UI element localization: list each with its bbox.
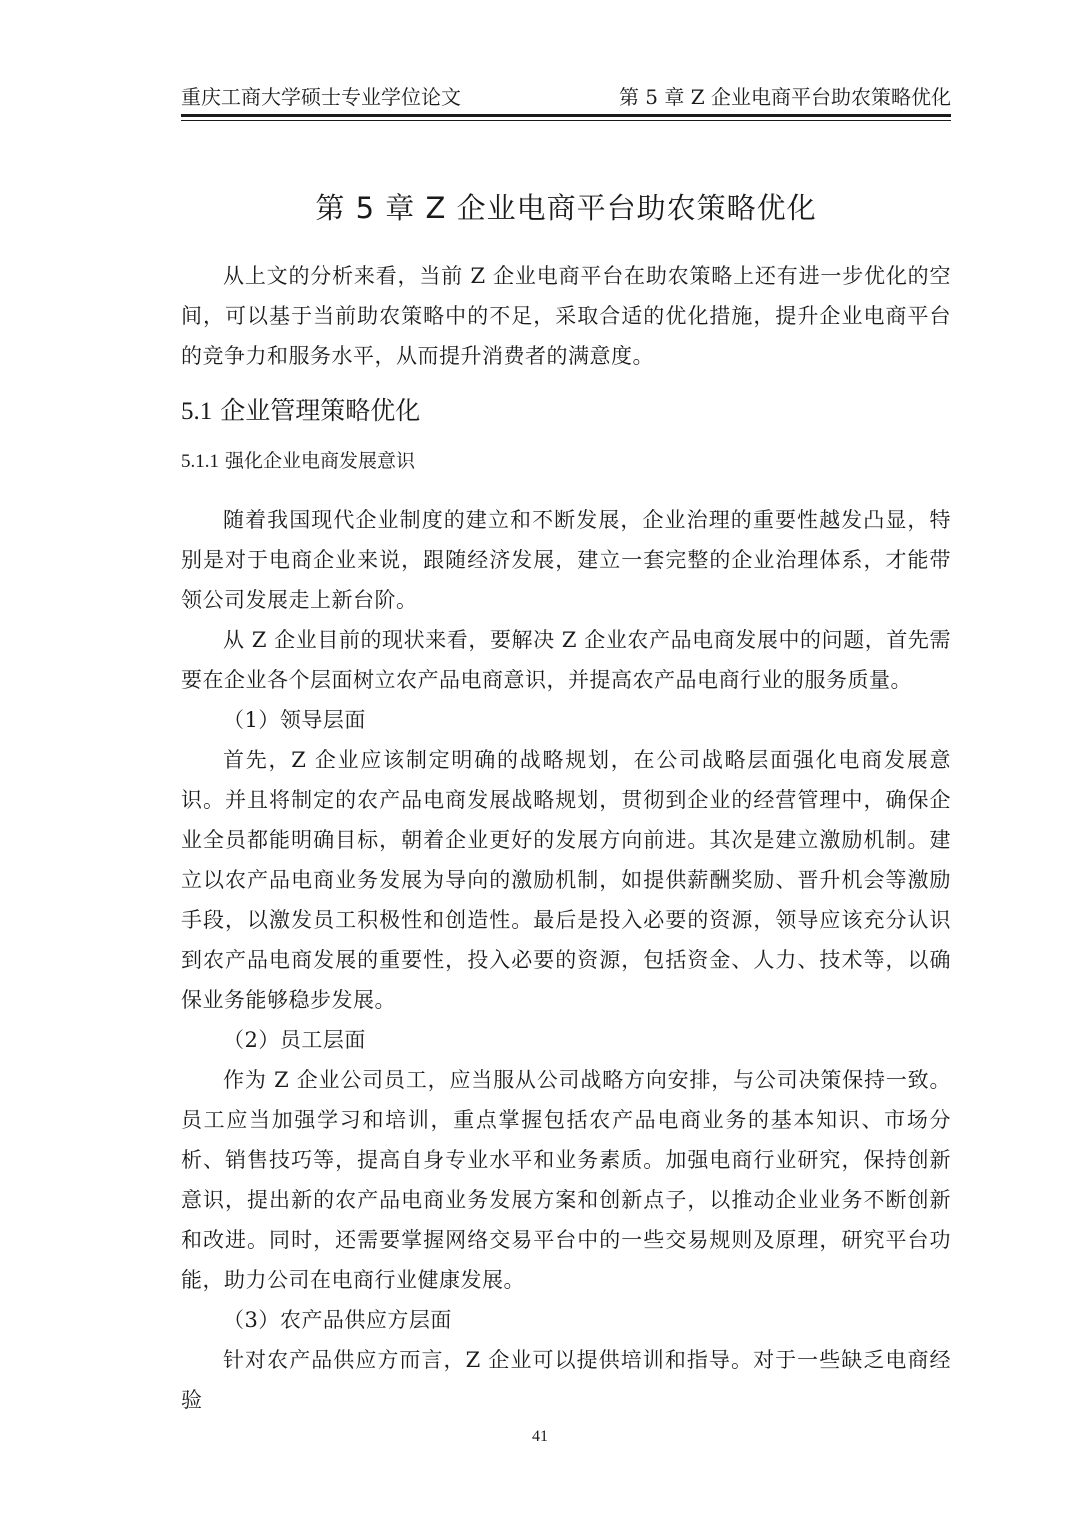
- item-label-employee: （2）员工层面: [223, 1028, 366, 1052]
- item-label-leadership: （1）领导层面: [223, 708, 366, 732]
- header-university-title: 重庆工商大学硕士专业学位论文: [181, 85, 461, 109]
- paragraph: 作为 Z 企业公司员工，应当服从公司战略方向安排，与公司决策保持一致。员工应当加强学习和培训，重点掌握包括农产品电商业务的基本知识、市场分析、销售技巧等，提高自身专业水平和业务素质。加强电商行业研究，保持创新意识，提出新的农产品电商业务发展方案和创新点子，以推动企业业务不断创新和改进。同时，还需要掌握网络交易平台中的一些交易规则及原理，研究平台功能，助力公司在电商行业健康发展。: [181, 1068, 951, 1292]
- header-rule-thick: [181, 114, 951, 117]
- header-rule-thin: [181, 120, 951, 121]
- paragraph: 首先，Z 企业应该制定明确的战略规划，在公司战略层面强化电商发展意识。并且将制定的农产品电商发展战略规划，贯彻到企业的经营管理中，确保企业全员都能明确目标，朝着企业更好的发展方向前进。其次是建立激励机制。建立以农产品电商业务发展为导向的激励机制，如提供薪酬奖励、晋升机会等激励手段，以激发员工积极性和创造性。最后是投入必要的资源，领导应该充分认识到农产品电商发展的重要性，投入必要的资源，包括资金、人力、技术等，以确保业务能够稳步发展。: [181, 748, 951, 1012]
- section-number: 5.1: [181, 398, 213, 425]
- subsection-number: 5.1.1: [181, 451, 219, 472]
- page-number: 41: [532, 1428, 548, 1445]
- item-label-supplier: （3）农产品供应方层面: [223, 1308, 452, 1332]
- running-header: [181, 80, 951, 114]
- chapter-title: 第 5 章 Z 企业电商平台助农策略优化: [315, 191, 817, 225]
- paragraph: 随着我国现代企业制度的建立和不断发展，企业治理的重要性越发凸显，特别是对于电商企业来说，跟随经济发展，建立一套完整的企业治理体系，才能带领公司发展走上新台阶。: [181, 508, 951, 612]
- section-heading-5-1: [181, 388, 951, 435]
- header-chapter-title: 第 5 章 Z 企业电商平台助农策略优化: [618, 85, 951, 109]
- paragraph: 从 Z 企业目前的现状来看，要解决 Z 企业农产品电商发展中的问题，首先需要在企业各个层面树立农产品电商意识，并提高农产品电商行业的服务质量。: [181, 628, 951, 692]
- paragraph: 针对农产品供应方而言，Z 企业可以提供培训和指导。对于一些缺乏电商经验: [181, 1348, 951, 1412]
- subsection-title: 强化企业电商发展意识: [225, 450, 416, 472]
- intro-paragraph: 从上文的分析来看，当前 Z 企业电商平台在助农策略上还有进一步优化的空间，可以基于当前助农策略中的不足，采取合适的优化措施，提升企业电商平台的竞争力和服务水平，从而提升消费者的满意度。: [181, 264, 951, 368]
- subsection-heading-5-1-1: [181, 443, 951, 480]
- section-title: 企业管理策略优化: [220, 396, 421, 425]
- body-text: [181, 256, 951, 1420]
